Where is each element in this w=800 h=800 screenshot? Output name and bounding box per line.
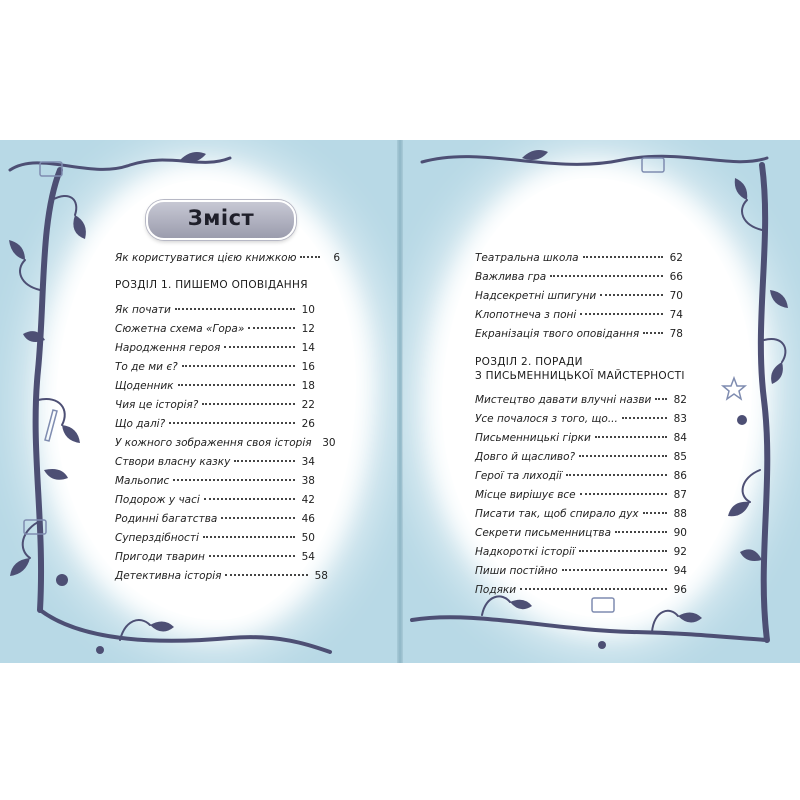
- toc-entry[interactable]: [115, 456, 315, 468]
- toc-leader: [203, 536, 295, 538]
- toc-leader: [622, 417, 667, 419]
- toc-leader: [615, 531, 667, 533]
- toc-entry-title: Суперздібності: [115, 532, 199, 544]
- book-icon: [592, 598, 614, 612]
- toc-page-number: 62: [669, 252, 683, 264]
- toc-page-number: 22: [301, 399, 315, 411]
- toc-entry[interactable]: [115, 380, 315, 392]
- toc-entry-title: Подяки: [475, 584, 517, 596]
- toc-leader: [583, 256, 663, 258]
- toc-leader: [550, 275, 663, 277]
- toc-entry[interactable]: [115, 570, 328, 582]
- leaf-icon: [73, 215, 86, 239]
- toc-entry[interactable]: [115, 342, 315, 354]
- toc-leader: [182, 365, 295, 367]
- toc-page-number: 86: [673, 470, 687, 482]
- toc-entry[interactable]: [475, 328, 683, 340]
- toc-leader: [595, 436, 667, 438]
- toc-leader: [579, 550, 667, 552]
- toc-entry-title: Довго й щасливо?: [475, 451, 576, 463]
- leaf-icon: [740, 549, 762, 561]
- toc-page-number: 74: [669, 309, 683, 321]
- toc-page-number: 42: [301, 494, 315, 506]
- toc-entry[interactable]: [475, 309, 683, 321]
- toc-entry-title: Пригоди тварин: [115, 551, 205, 563]
- book-spread: [0, 140, 800, 663]
- toc-entry-title: Народження героя: [115, 342, 221, 354]
- toc-right: [475, 252, 690, 596]
- toc-entry[interactable]: [115, 437, 336, 449]
- toc-page-number: 54: [301, 551, 315, 563]
- leaf-icon: [678, 612, 702, 622]
- toc-entry-title: Місце вирішує все: [475, 489, 576, 501]
- toc-entry-title: Писати так, щоб спирало дух: [475, 508, 639, 520]
- toc-entry[interactable]: [475, 470, 687, 482]
- toc-entry[interactable]: [475, 527, 687, 539]
- toc-entry-intro[interactable]: [115, 252, 340, 264]
- leaf-icon: [728, 502, 750, 516]
- toc-page-number: 38: [301, 475, 315, 487]
- toc-entry-title: Усе почалося з того, що...: [475, 413, 618, 425]
- toc-page-number: 14: [301, 342, 315, 354]
- toc-entry[interactable]: [475, 252, 683, 264]
- toc-leader: [300, 256, 320, 258]
- toc-page-number: 66: [669, 271, 683, 283]
- toc-page-number: 87: [673, 489, 687, 501]
- toc-entry-title: Родинні багатства: [115, 513, 218, 525]
- toc-entry[interactable]: [475, 546, 687, 558]
- toc-page-number: 46: [301, 513, 315, 525]
- toc-entry-title: Щоденник: [115, 380, 174, 392]
- toc-entry-title: Клопотнеча з поні: [475, 309, 577, 321]
- toc-page-number: 34: [301, 456, 315, 468]
- leaf-icon: [44, 469, 68, 480]
- toc-entry-title: Що далі?: [115, 418, 166, 430]
- toc-page-number: 88: [673, 508, 687, 520]
- section1-heading: РОЗДІЛ 1. ПИШЕМО ОПОВІДАННЯ: [115, 279, 308, 291]
- toc-page-number: 6: [333, 252, 340, 264]
- toc-entry[interactable]: [115, 513, 315, 525]
- toc-entry-title: Мистецтво давати влучні назви: [475, 394, 652, 406]
- toc-entry-title: Театральна школа: [475, 252, 579, 264]
- toc-leader: [562, 569, 667, 571]
- toc-title-badge: [146, 200, 296, 240]
- toc-leader: [579, 455, 667, 457]
- toc-entry[interactable]: [475, 565, 687, 577]
- toc-entry[interactable]: [475, 290, 683, 302]
- toc-entry[interactable]: [475, 584, 687, 596]
- toc-entry[interactable]: [115, 532, 315, 544]
- toc-entry[interactable]: [475, 413, 687, 425]
- toc-leader: [204, 498, 295, 500]
- toc-page-number: 96: [673, 584, 687, 596]
- toc-page-number: 70: [669, 290, 683, 302]
- toc-left: [115, 252, 340, 582]
- toc-entry[interactable]: [115, 399, 315, 411]
- toc-leader: [580, 313, 663, 315]
- toc-entry-title: Мальопис: [115, 475, 170, 487]
- toc-page-number: 50: [301, 532, 315, 544]
- toc-page-number: 90: [673, 527, 687, 539]
- toc-page-number: 94: [673, 565, 687, 577]
- pencil-icon: [45, 410, 57, 441]
- toc-entry-title: Секрети письменництва: [475, 527, 612, 539]
- toc-page-number: 82: [673, 394, 687, 406]
- toc-leader: [221, 517, 295, 519]
- toc-page-number: 10: [301, 304, 315, 316]
- toc-page-number: 84: [673, 432, 687, 444]
- toc-entry-title: Подорож у часі: [115, 494, 200, 506]
- toc-entry[interactable]: [475, 451, 687, 463]
- toc-entry-title: Як користуватися цією книжкою: [115, 252, 297, 264]
- toc-entry[interactable]: [115, 418, 315, 430]
- toc-leader: [566, 474, 667, 476]
- toc-entry-title: Герої та лиходії: [475, 470, 562, 482]
- leaf-icon: [522, 150, 548, 160]
- toc-entry[interactable]: [115, 475, 315, 487]
- toc-entry[interactable]: [475, 432, 687, 444]
- left-page: [0, 140, 398, 663]
- toc-leader: [209, 555, 295, 557]
- leaf-icon: [180, 152, 206, 162]
- toc-entry-title: Надкороткі історії: [475, 546, 575, 558]
- leaf-icon: [510, 600, 532, 609]
- toc-entry[interactable]: [475, 271, 683, 283]
- right-page: [402, 140, 800, 663]
- toc-page-number: 26: [301, 418, 315, 430]
- toc-leader: [169, 422, 295, 424]
- toc-page-number: 30: [322, 437, 336, 449]
- toc-entry[interactable]: [475, 508, 687, 520]
- leaf-icon: [771, 362, 783, 384]
- star-icon: [723, 378, 745, 399]
- toc-entry-title: Створи власну казку: [115, 456, 231, 468]
- toc-leader: [248, 327, 295, 329]
- toc-entry-title: Екранізація твого оповідання: [475, 328, 640, 340]
- toc-entry[interactable]: [475, 489, 687, 501]
- toc-leader: [178, 384, 295, 386]
- toc-leader: [520, 588, 667, 590]
- toc-leader: [175, 308, 295, 310]
- section2-heading-line2: З ПИСЬМЕННИЦЬКОЇ МАЙСТЕРНОСТІ: [475, 370, 685, 382]
- toc-leader: [580, 493, 667, 495]
- toc-page-number: 85: [673, 451, 687, 463]
- toc-leader: [643, 512, 667, 514]
- toc-entry[interactable]: [115, 323, 315, 335]
- toc-entry-title: Пиши постійно: [475, 565, 558, 577]
- leaf-icon: [10, 558, 30, 576]
- toc-entry[interactable]: [115, 361, 315, 373]
- toc-entry[interactable]: [475, 394, 687, 406]
- leaf-icon: [770, 290, 788, 308]
- toc-entry[interactable]: [115, 551, 315, 563]
- toc-page-number: 83: [673, 413, 687, 425]
- toc-entry[interactable]: [115, 304, 315, 316]
- toc-page-number: 58: [314, 570, 328, 582]
- leaf-icon: [62, 425, 80, 443]
- toc-leader: [202, 403, 295, 405]
- toc-page-number: 78: [669, 328, 683, 340]
- leaf-icon: [9, 240, 25, 260]
- toc-entry-title: Детективна історія: [115, 570, 222, 582]
- toc-page-number: 16: [301, 361, 315, 373]
- leaf-icon: [735, 178, 748, 200]
- leaf-icon: [150, 621, 174, 631]
- toc-page-number: 92: [673, 546, 687, 558]
- toc-leader: [173, 479, 295, 481]
- toc-entry-title: У кожного зображення своя історія: [115, 437, 312, 449]
- toc-leader: [643, 332, 663, 334]
- toc-title: Зміст: [187, 206, 255, 230]
- toc-entry-title: Чия це історія?: [115, 399, 199, 411]
- toc-page-number: 12: [301, 323, 315, 335]
- toc-entry-title: Письменницькі гірки: [475, 432, 591, 444]
- section2-heading-line1: РОЗДІЛ 2. ПОРАДИ: [475, 356, 583, 368]
- toc-entry-title: Важлива гра: [475, 271, 547, 283]
- toc-entry-title: Як почати: [115, 304, 171, 316]
- toc-leader: [655, 398, 667, 400]
- book-icon: [642, 158, 664, 172]
- toc-leader: [224, 346, 295, 348]
- toc-entry-title: Надсекретні шпигуни: [475, 290, 597, 302]
- toc-page-number: 18: [301, 380, 315, 392]
- toc-leader: [225, 574, 308, 576]
- toc-entry-title: Сюжетна схема «Гора»: [115, 323, 245, 335]
- toc-entry[interactable]: [115, 494, 315, 506]
- toc-leader: [234, 460, 295, 462]
- toc-entry-title: То де ми є?: [115, 361, 178, 373]
- toc-leader: [600, 294, 663, 296]
